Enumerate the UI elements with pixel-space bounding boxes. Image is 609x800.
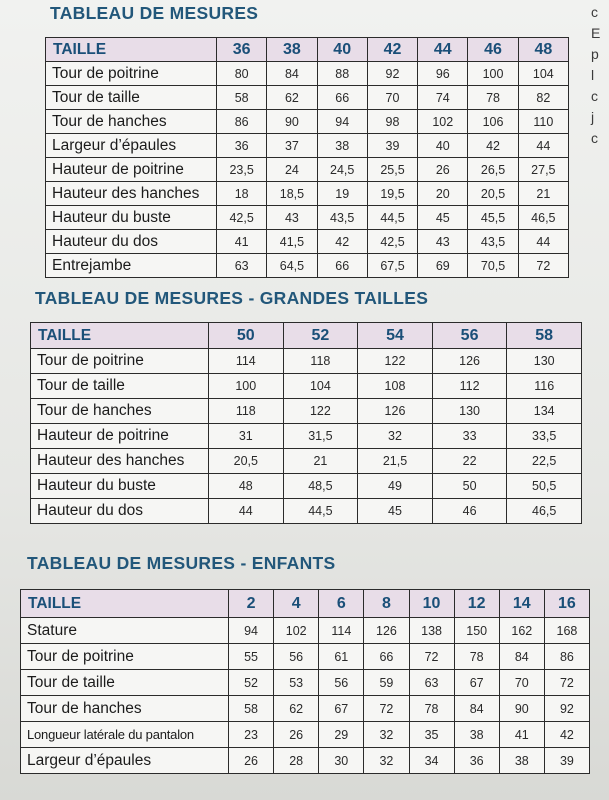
size-header-label: TAILLE — [46, 38, 217, 62]
measurement-cell: 39 — [544, 748, 589, 774]
adjacent-page-edge — [591, 0, 609, 162]
measurement-cell: 110 — [518, 110, 568, 134]
measurement-cell: 70 — [367, 86, 417, 110]
row-label: Tour de poitrine — [21, 644, 229, 670]
measurement-cell: 48 — [209, 474, 284, 499]
measurement-cell: 102 — [418, 110, 468, 134]
measurement-cell: 46,5 — [507, 499, 582, 524]
measurement-cell: 19 — [317, 182, 367, 206]
row-label: Longueur latérale du pantalon — [21, 722, 229, 748]
measurement-cell: 38 — [454, 722, 499, 748]
section-title-standard: TABLEAU DE MESURES — [50, 3, 259, 23]
measurement-cell: 58 — [217, 86, 267, 110]
measurement-cell: 46 — [432, 499, 507, 524]
measurement-cell: 41 — [499, 722, 544, 748]
size-header: 16 — [544, 590, 589, 618]
measurement-cell: 52 — [229, 670, 274, 696]
measurement-cell: 86 — [217, 110, 267, 134]
size-header-label: TAILLE — [31, 323, 209, 349]
measurement-cell: 84 — [267, 62, 317, 86]
measurement-cell: 38 — [317, 134, 367, 158]
row-label: Largeur d’épaules — [46, 134, 217, 158]
table-row — [46, 230, 569, 254]
measurements-table-large-sizes — [30, 322, 582, 524]
measurement-cell: 34 — [409, 748, 454, 774]
measurement-cell: 106 — [468, 110, 518, 134]
size-header: 4 — [274, 590, 319, 618]
table-row — [21, 722, 590, 748]
size-header: 8 — [364, 590, 409, 618]
measurement-cell: 21 — [518, 182, 568, 206]
table-row — [46, 182, 569, 206]
edge-letter: c — [591, 4, 598, 20]
measurement-cell: 130 — [432, 399, 507, 424]
measurement-cell: 55 — [229, 644, 274, 670]
measurement-cell: 32 — [364, 722, 409, 748]
measurement-cell: 67,5 — [367, 254, 417, 278]
measurement-cell: 104 — [283, 374, 358, 399]
measurement-cell: 50,5 — [507, 474, 582, 499]
measurement-cell: 27,5 — [518, 158, 568, 182]
measurement-cell: 45,5 — [468, 206, 518, 230]
measurement-cell: 118 — [209, 399, 284, 424]
table-row — [46, 158, 569, 182]
measurement-cell: 69 — [418, 254, 468, 278]
size-header: 54 — [358, 323, 433, 349]
measurement-cell: 24 — [267, 158, 317, 182]
measurement-cell: 20,5 — [209, 449, 284, 474]
measurement-cell: 21 — [283, 449, 358, 474]
table-row — [31, 499, 582, 524]
measurement-cell: 24,5 — [317, 158, 367, 182]
section-title-children: TABLEAU DE MESURES - ENFANTS — [27, 553, 336, 573]
row-label: Hauteur des hanches — [46, 182, 217, 206]
table-row — [46, 134, 569, 158]
table-row — [31, 374, 582, 399]
measurement-cell: 23,5 — [217, 158, 267, 182]
row-label: Hauteur du dos — [31, 499, 209, 524]
measurement-cell: 104 — [518, 62, 568, 86]
measurement-cell: 49 — [358, 474, 433, 499]
size-header: 36 — [217, 38, 267, 62]
measurement-cell: 22 — [432, 449, 507, 474]
measurement-cell: 35 — [409, 722, 454, 748]
size-header: 44 — [418, 38, 468, 62]
measurement-cell: 74 — [418, 86, 468, 110]
measurement-cell: 18,5 — [267, 182, 317, 206]
measurement-cell: 56 — [319, 670, 364, 696]
measurement-cell: 44,5 — [283, 499, 358, 524]
size-header: 56 — [432, 323, 507, 349]
measurement-cell: 53 — [274, 670, 319, 696]
measurement-cell: 28 — [274, 748, 319, 774]
measurement-cell: 126 — [432, 349, 507, 374]
measurement-cell: 114 — [319, 618, 364, 644]
measurement-cell: 33,5 — [507, 424, 582, 449]
measurement-cell: 43 — [418, 230, 468, 254]
measurement-cell: 72 — [364, 696, 409, 722]
measurement-cell: 26 — [229, 748, 274, 774]
measurement-cell: 38 — [499, 748, 544, 774]
measurement-cell: 29 — [319, 722, 364, 748]
measurement-cell: 66 — [317, 254, 367, 278]
size-header: 46 — [468, 38, 518, 62]
table-row — [31, 424, 582, 449]
measurement-cell: 22,5 — [507, 449, 582, 474]
measurement-cell: 66 — [317, 86, 367, 110]
measurement-cell: 84 — [454, 696, 499, 722]
table-row — [21, 670, 590, 696]
row-label: Entrejambe — [46, 254, 217, 278]
size-header: 12 — [454, 590, 499, 618]
table-row — [31, 399, 582, 424]
row-label: Tour de poitrine — [31, 349, 209, 374]
measurement-cell: 32 — [358, 424, 433, 449]
row-label: Tour de taille — [31, 374, 209, 399]
measurement-cell: 26 — [418, 158, 468, 182]
measurement-cell: 63 — [217, 254, 267, 278]
measurement-cell: 84 — [499, 644, 544, 670]
table-row — [46, 62, 569, 86]
measurement-cell: 42,5 — [367, 230, 417, 254]
measurement-cell: 70 — [499, 670, 544, 696]
measurement-cell: 90 — [267, 110, 317, 134]
measurement-cell: 118 — [283, 349, 358, 374]
size-header: 48 — [518, 38, 568, 62]
measurements-table-children — [20, 589, 590, 774]
measurement-cell: 80 — [217, 62, 267, 86]
measurement-cell: 30 — [319, 748, 364, 774]
table-row — [46, 254, 569, 278]
row-label: Tour de hanches — [46, 110, 217, 134]
row-label: Tour de taille — [46, 86, 217, 110]
measurement-cell: 58 — [229, 696, 274, 722]
header-row — [31, 323, 582, 349]
measurement-cell: 114 — [209, 349, 284, 374]
size-header: 52 — [283, 323, 358, 349]
row-label: Largeur d’épaules — [21, 748, 229, 774]
size-header: 14 — [499, 590, 544, 618]
measurement-cell: 63 — [409, 670, 454, 696]
row-label: Hauteur du dos — [46, 230, 217, 254]
measurement-cell: 40 — [418, 134, 468, 158]
measurement-cell: 48,5 — [283, 474, 358, 499]
measurement-cell: 72 — [409, 644, 454, 670]
measurement-cell: 50 — [432, 474, 507, 499]
measurement-cell: 46,5 — [518, 206, 568, 230]
measurement-cell: 100 — [209, 374, 284, 399]
measurement-cell: 116 — [507, 374, 582, 399]
measurement-cell: 39 — [367, 134, 417, 158]
size-header: 6 — [319, 590, 364, 618]
measurement-cell: 26,5 — [468, 158, 518, 182]
measurement-cell: 98 — [367, 110, 417, 134]
measurement-cell: 62 — [274, 696, 319, 722]
measurement-cell: 44 — [518, 230, 568, 254]
measurement-cell: 18 — [217, 182, 267, 206]
measurement-cell: 94 — [229, 618, 274, 644]
measurement-cell: 36 — [217, 134, 267, 158]
measurement-cell: 67 — [454, 670, 499, 696]
measurement-cell: 61 — [319, 644, 364, 670]
row-label: Tour de taille — [21, 670, 229, 696]
size-header-label: TAILLE — [21, 590, 229, 618]
measurement-cell: 82 — [518, 86, 568, 110]
edge-letter: E — [591, 25, 601, 41]
measurement-cell: 20 — [418, 182, 468, 206]
row-label: Tour de hanches — [21, 696, 229, 722]
measurement-cell: 92 — [367, 62, 417, 86]
measurement-cell: 31,5 — [283, 424, 358, 449]
table-row — [46, 86, 569, 110]
measurement-cell: 42 — [317, 230, 367, 254]
measurement-cell: 43,5 — [468, 230, 518, 254]
size-header: 50 — [209, 323, 284, 349]
header-row — [21, 590, 590, 618]
table-row — [31, 449, 582, 474]
measurement-cell: 42 — [468, 134, 518, 158]
measurement-cell: 168 — [544, 618, 589, 644]
measurements-table-standard — [45, 37, 569, 278]
table-row — [21, 644, 590, 670]
measurement-cell: 33 — [432, 424, 507, 449]
measurement-cell: 41,5 — [267, 230, 317, 254]
measurement-cell: 44 — [518, 134, 568, 158]
measurement-cell: 37 — [267, 134, 317, 158]
header-row — [46, 38, 569, 62]
measurement-cell: 44,5 — [367, 206, 417, 230]
table-row — [46, 110, 569, 134]
measurement-cell: 86 — [544, 644, 589, 670]
measurement-cell: 134 — [507, 399, 582, 424]
measurement-cell: 56 — [274, 644, 319, 670]
measurement-cell: 45 — [418, 206, 468, 230]
measurement-cell: 122 — [283, 399, 358, 424]
measurement-cell: 126 — [358, 399, 433, 424]
table-row — [31, 349, 582, 374]
measurement-cell: 42 — [544, 722, 589, 748]
edge-letter: j — [591, 109, 595, 125]
measurement-cell: 122 — [358, 349, 433, 374]
edge-letter: l — [591, 67, 595, 83]
size-header: 38 — [267, 38, 317, 62]
row-label: Hauteur des hanches — [31, 449, 209, 474]
edge-letter: c — [591, 88, 598, 104]
measurement-cell: 41 — [217, 230, 267, 254]
measurement-cell: 70,5 — [468, 254, 518, 278]
measurement-cell: 92 — [544, 696, 589, 722]
edge-letter: c — [591, 130, 598, 146]
row-label: Hauteur du buste — [31, 474, 209, 499]
measurement-cell: 130 — [507, 349, 582, 374]
measurement-cell: 26 — [274, 722, 319, 748]
table-row — [31, 474, 582, 499]
size-header: 2 — [229, 590, 274, 618]
edge-letter: p — [591, 46, 599, 62]
row-label: Tour de hanches — [31, 399, 209, 424]
measurement-cell: 94 — [317, 110, 367, 134]
row-label: Tour de poitrine — [46, 62, 217, 86]
size-header: 58 — [507, 323, 582, 349]
size-header: 10 — [409, 590, 454, 618]
measurement-cell: 90 — [499, 696, 544, 722]
measurement-cell: 138 — [409, 618, 454, 644]
measurement-cell: 20,5 — [468, 182, 518, 206]
measurement-cell: 72 — [518, 254, 568, 278]
measurement-cell: 126 — [364, 618, 409, 644]
table-row — [21, 618, 590, 644]
row-label: Stature — [21, 618, 229, 644]
row-label: Hauteur du buste — [46, 206, 217, 230]
measurement-cell: 43 — [267, 206, 317, 230]
size-header: 40 — [317, 38, 367, 62]
section-title-large-sizes: TABLEAU DE MESURES - GRANDES TAILLES — [35, 288, 429, 308]
measurement-cell: 25,5 — [367, 158, 417, 182]
measurement-cell: 62 — [267, 86, 317, 110]
row-label: Hauteur de poitrine — [46, 158, 217, 182]
measurement-cell: 45 — [358, 499, 433, 524]
measurement-cell: 44 — [209, 499, 284, 524]
size-header: 42 — [367, 38, 417, 62]
measurement-cell: 162 — [499, 618, 544, 644]
row-label: Hauteur de poitrine — [31, 424, 209, 449]
measurement-cell: 59 — [364, 670, 409, 696]
measurement-cell: 78 — [409, 696, 454, 722]
measurement-cell: 66 — [364, 644, 409, 670]
measurement-cell: 19,5 — [367, 182, 417, 206]
measurement-cell: 100 — [468, 62, 518, 86]
table-row — [21, 748, 590, 774]
measurement-cell: 36 — [454, 748, 499, 774]
measurement-cell: 67 — [319, 696, 364, 722]
measurement-cell: 96 — [418, 62, 468, 86]
measurement-cell: 108 — [358, 374, 433, 399]
table-row — [21, 696, 590, 722]
measurement-cell: 43,5 — [317, 206, 367, 230]
measurement-cell: 42,5 — [217, 206, 267, 230]
measurement-cell: 102 — [274, 618, 319, 644]
measurement-cell: 23 — [229, 722, 274, 748]
measurement-cell: 112 — [432, 374, 507, 399]
measurement-cell: 32 — [364, 748, 409, 774]
measurement-cell: 150 — [454, 618, 499, 644]
measurement-cell: 72 — [544, 670, 589, 696]
measurement-cell: 21,5 — [358, 449, 433, 474]
measurement-cell: 31 — [209, 424, 284, 449]
measurement-cell: 78 — [468, 86, 518, 110]
table-row — [46, 206, 569, 230]
measurement-cell: 78 — [454, 644, 499, 670]
measurement-cell: 64,5 — [267, 254, 317, 278]
measurement-cell: 88 — [317, 62, 367, 86]
